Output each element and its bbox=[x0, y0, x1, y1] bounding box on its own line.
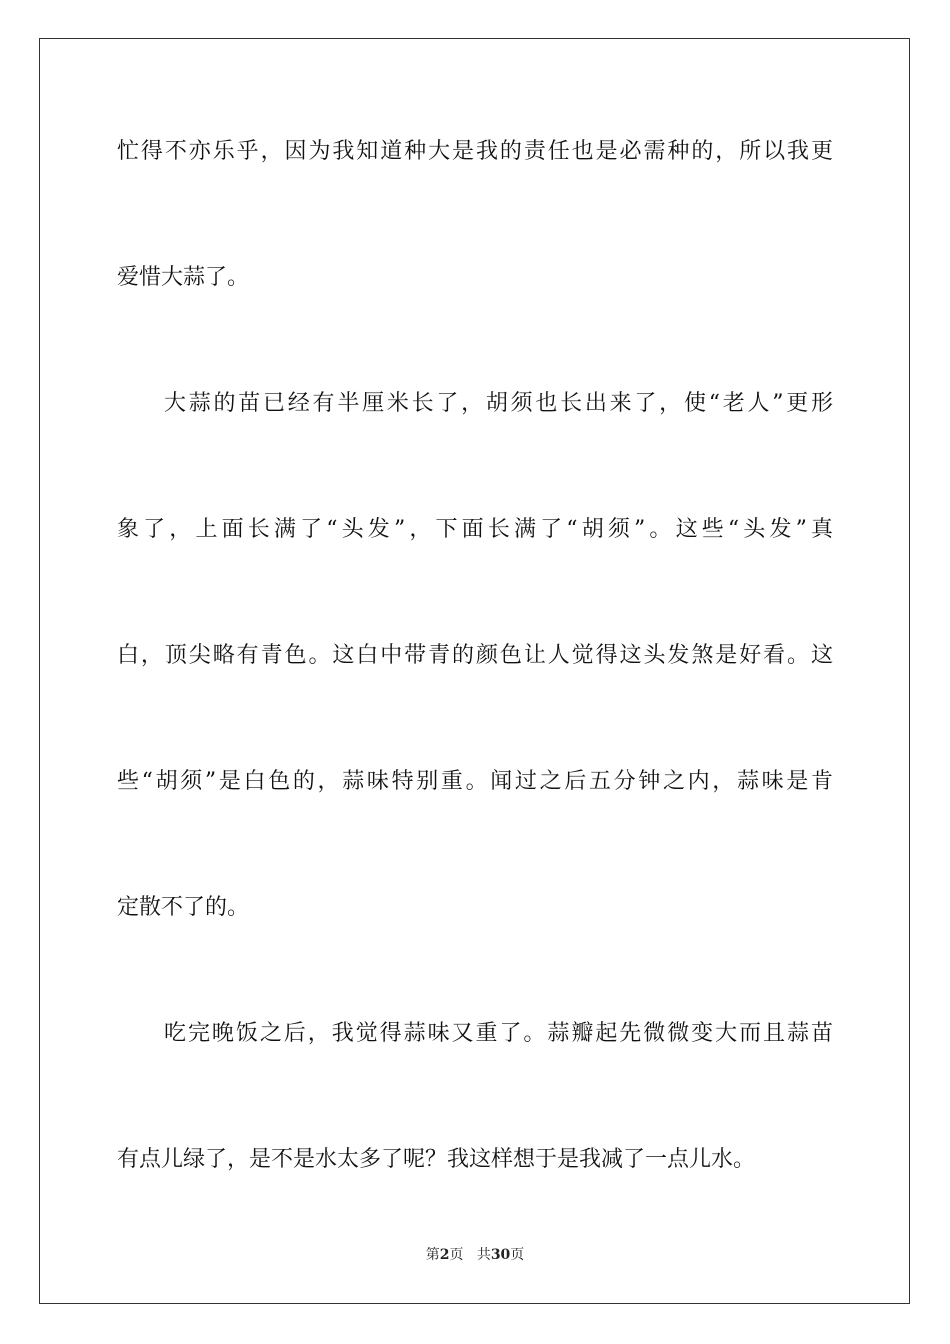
total-prefix: 共 bbox=[476, 1247, 491, 1263]
total-pages: 30 bbox=[490, 1247, 511, 1263]
text-line: 吃完晚饭之后，我觉得蒜味又重了。蒜瓣起先微微变大而且蒜苗 bbox=[164, 1021, 833, 1046]
page-footer bbox=[0, 1245, 950, 1265]
page-border bbox=[39, 38, 910, 1304]
page-prefix: 第 bbox=[425, 1247, 440, 1263]
text-line: 大蒜的苗已经有半厘米长了，胡须也长出来了，使“老人”更形 bbox=[164, 391, 833, 416]
page-suffix: 页 bbox=[449, 1247, 464, 1263]
text-line: 定散不了的。 bbox=[117, 895, 250, 920]
text-line: 象了，上面长满了“头发”，下面长满了“胡须”。这些“头发”真 bbox=[117, 517, 833, 542]
text-line: 白，顶尖略有青色。这白中带青的颜色让人觉得这头发煞是好看。这 bbox=[117, 643, 833, 668]
text-line: 忙得不亦乐乎，因为我知道种大是我的责任也是必需种的，所以我更 bbox=[117, 139, 833, 164]
page-number: 2 bbox=[439, 1247, 450, 1263]
footer-separator bbox=[463, 1247, 476, 1263]
text-line: 些“胡须”是白色的，蒜味特别重。闻过之后五分钟之内，蒜味是肯 bbox=[117, 769, 833, 794]
text-line: 有点儿绿了，是不是水太多了呢？我这样想于是我减了一点儿水。 bbox=[117, 1147, 756, 1172]
text-line: 爱惜大蒜了。 bbox=[117, 265, 250, 290]
total-suffix: 页 bbox=[510, 1247, 525, 1263]
